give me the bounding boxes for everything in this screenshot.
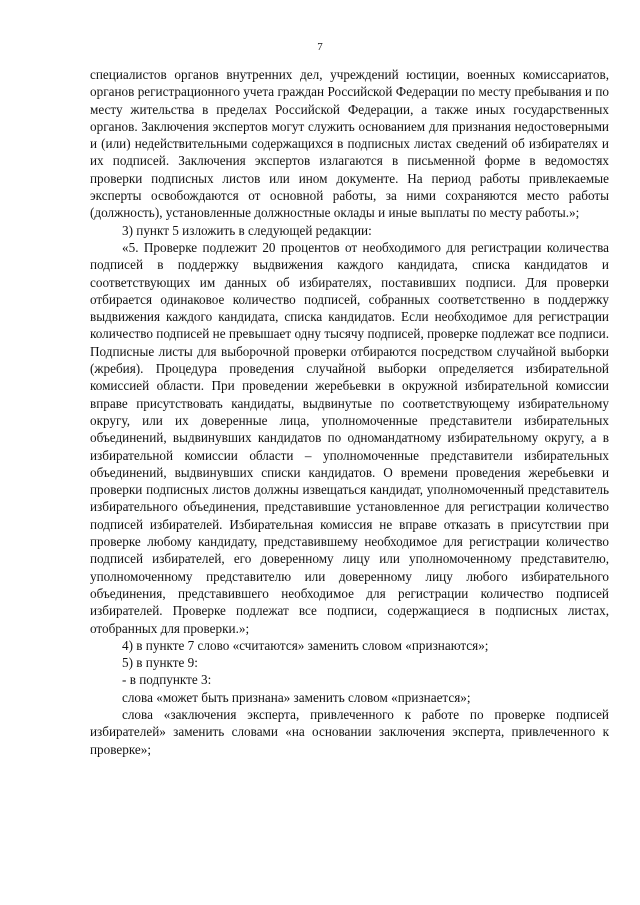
paragraph-item-4: 4) в пункте 7 слово «считаются» заменить словом «признаются»; <box>122 637 489 653</box>
paragraph-subitem-3: - в подпункте 3: <box>122 672 212 688</box>
paragraph-item-3: 3) пункт 5 изложить в следующей редакции: <box>122 222 372 238</box>
paragraph-item-5: 5) в пункте 9: <box>122 655 198 671</box>
page-number: 7 <box>317 41 323 53</box>
paragraph-replace-expert-conclusion: слова «заключения эксперта, привлеченного к работе по проверке подписей избирателей» заменить словами «на основании заключения эксперта, привлеченного к проверке»; <box>90 706 609 757</box>
paragraph-replace-may-be: слова «может быть признана» заменить словом «признается»; <box>122 689 471 705</box>
body-text <box>90 66 609 758</box>
paragraph-clause-5: «5. Проверке подлежит 20 процентов от необходимого для регистрации количества подписей в поддержку выдвижения каждого кандидата, списка кандидатов и соответствующих им данных об избирателях, поставивших подписи. Для проверки отбирается одинаковое количество подписей, собранных соответственно в поддержку выдвижения каждого кандидата, списка кандидатов. Если необходимое для регистрации количество подписей не превышает одну тысячу подписей, проверке подлежат все подписи. Подписные листы для выборочной проверки отбираются посредством случайной выборки (жребия). Процедура проведения случайной выборки определяется избирательной комиссией области. При проведении жеребьевки в окружной избирательной комиссии вправе присутствовать кандидаты, выдвинутые по соответствующему избирательному округу, или их доверенные лица, уполномоченные представители избирательных объединений, выдвинувших кандидатов по одномандатному избирательному округу, а в избирательной комиссии области – уполномоченные представители избирательных объединений, выдвинувших списки кандидатов. О времени проведения жеребьевки и проверки подписных листов должны извещаться кандидат, уполномоченный представитель избирательного объединения, представившие установленное для регистрации количество подписей избирателей. Избирательная комиссия не вправе отказать в присутствии при проверке любому кандидату, представившему необходимое для регистрации количество подписей избирателей, его доверенному лицу или уполномоченному представителю, уполномоченному представителю или доверенному лицу любого избирательного объединения, представившего необходимое для регистрации количество подписей избирателей. Проверке подлежат все подписи, содержащиеся в подписных листах, отобранных для проверки.»; <box>90 239 609 636</box>
paragraph-experts-continuation: специалистов органов внутренних дел, учреждений юстиции, военных комиссариатов, органов регистрационного учета граждан Российской Федерации по месту пребывания и по месту жительства в пределах Российской Федерации, а также иных государственных органов. Заключения экспертов могут служить основанием для признания недостоверными и (или) недействительными содержащихся в подписных листах сведений об избирателях и их подписей. Заключения экспертов излагаются в письменной форме в ведомостях проверки подписных листов или ином документе. На период работы привлекаемые эксперты освобождаются от основной работы, за ними сохраняются место работы (должность), установленные должностные оклады и иные выплаты по месту работы.»; <box>90 67 609 221</box>
